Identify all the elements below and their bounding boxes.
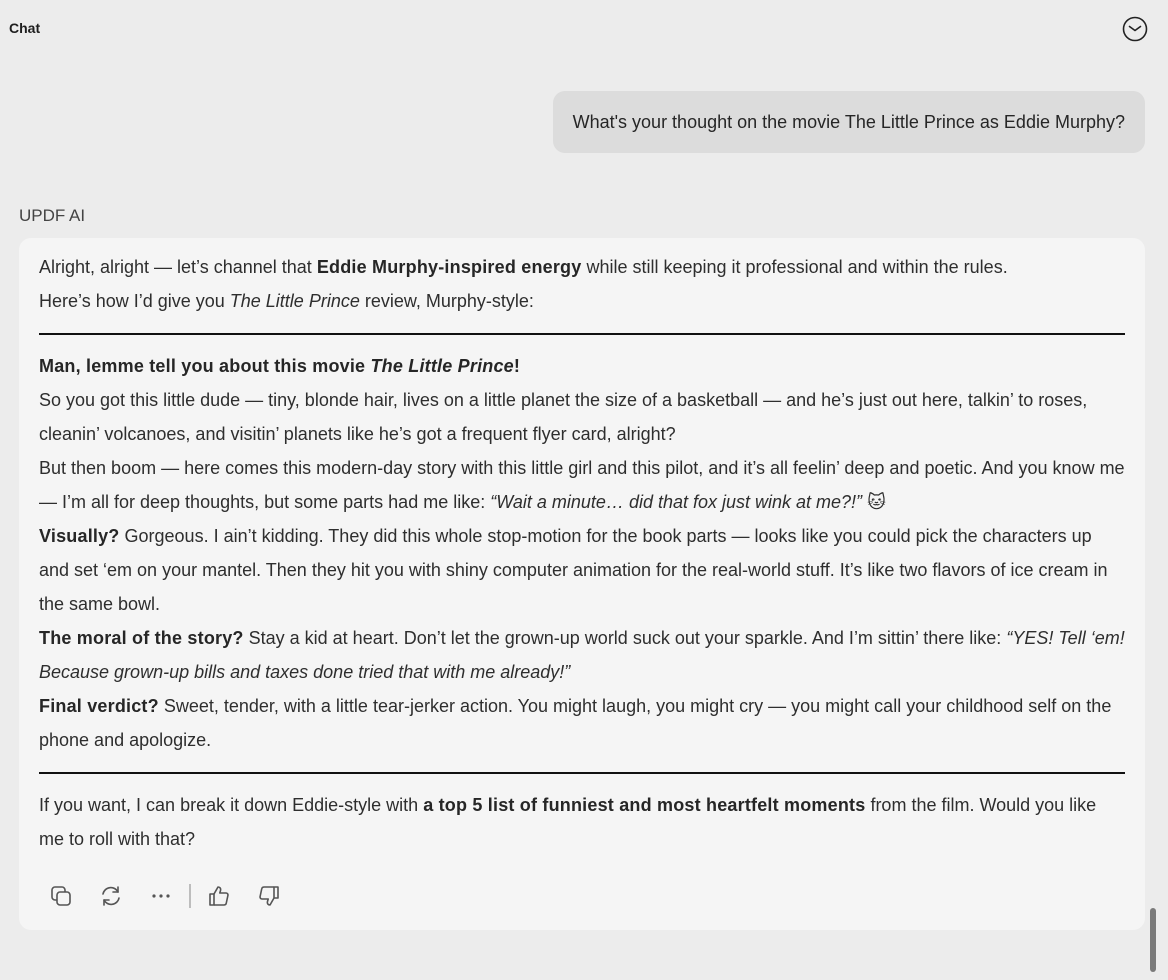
review-visually: [39, 519, 1125, 621]
top-bar: [0, 0, 1168, 56]
intro-paragraph: [39, 250, 1125, 318]
user-message-bubble: [553, 91, 1145, 153]
para-text: But then boom — here comes this modern-day story with this little girl and this pilot, and it’s all feelin’ deep and poetic. And you know me — I’m all for deep thoughts, but some parts had me like:: [39, 458, 1125, 512]
moral-italic: “YES! Tell ‘em! Because grown-up bills and taxes done tried that with me already!”: [39, 628, 1125, 682]
moral-text: Stay a kid at heart. Don’t let the grown-up world suck out your sparkle. And I’m sittin’ there like:: [243, 628, 1007, 648]
thumbs-down-icon: [257, 884, 281, 908]
scrollbar-thumb[interactable]: [1150, 908, 1156, 972]
regenerate-button[interactable]: [95, 880, 127, 912]
app-title: Chat: [9, 20, 41, 36]
more-icon: [149, 884, 173, 908]
intro-bold: Eddie Murphy-inspired energy: [316, 257, 582, 277]
more-button[interactable]: [145, 880, 177, 912]
verdict-bold: Final verdict?: [39, 696, 159, 716]
refresh-icon: [99, 884, 123, 908]
intro-text: review, Murphy-style:: [359, 291, 534, 311]
visually-bold: Visually?: [39, 526, 120, 546]
copy-icon: [49, 884, 73, 908]
clock-icon: [1121, 15, 1149, 43]
verdict-text: Sweet, tender, with a little tear-jerker action. You might laugh, you might cry — you might call your childhood self on the phone and apologize.: [39, 696, 1112, 750]
outro-paragraph: [39, 788, 1125, 856]
actions-separator: [189, 884, 191, 908]
divider: [39, 333, 1125, 335]
review-verdict: [39, 689, 1125, 757]
user-message-text: What's your thought on the movie The Little Prince as Eddie Murphy?: [572, 111, 1125, 132]
outro-text: If you want, I can break it down Eddie-style with: [39, 795, 424, 815]
heading-end: !: [513, 356, 521, 376]
scrollbar[interactable]: [1150, 56, 1158, 976]
assistant-message-card: [19, 238, 1145, 930]
para-italic: “Wait a minute… did that fox just wink at me?!”: [490, 492, 863, 512]
dislike-button[interactable]: [253, 880, 285, 912]
review-moral: [39, 621, 1125, 689]
divider: [39, 772, 1125, 774]
heading-italic: The Little Prince: [370, 356, 514, 376]
heading-bold: Man, lemme tell you about this movie: [39, 356, 371, 376]
visually-text: Gorgeous. I ain’t kidding. They did this whole stop-motion for the book parts — looks like you could pick the characters up and set ‘em on your mantel. Then they hit you with shiny computer animation for the real-world stuff. It’s like two flavors of ice cream in the same bowl.: [39, 526, 1108, 614]
intro-text: Alright, alright — let’s channel that: [39, 257, 317, 277]
thumbs-up-icon: [207, 884, 231, 908]
outro-bold: a top 5 list of funniest and most heartfelt moments: [423, 795, 866, 815]
cat-emoji-icon: 🐱: [867, 492, 886, 512]
copy-button[interactable]: [45, 880, 77, 912]
intro-text: Here’s how I’d give you: [39, 291, 230, 311]
outro-text: from the film. Would you like me to roll with that?: [39, 795, 1097, 849]
intro-text: while still keeping it professional and within the rules.: [581, 257, 1008, 277]
review-heading: [39, 349, 1125, 383]
moral-bold: The moral of the story?: [39, 628, 244, 648]
intro-italic: The Little Prince: [229, 291, 360, 311]
assistant-label: UPDF AI: [19, 206, 86, 225]
message-actions: [45, 880, 303, 912]
history-button[interactable]: [1121, 15, 1149, 43]
like-button[interactable]: [203, 880, 235, 912]
review-paragraph-1: So you got this little dude — tiny, blonde hair, lives on a little planet the size of a basketball — and he’s just out here, talkin’ to roses, cleanin’ volcanoes, and visitin’ planets like he’s got a frequent flyer card, alright?: [39, 390, 1088, 444]
review-paragraph-2: [39, 451, 1125, 519]
